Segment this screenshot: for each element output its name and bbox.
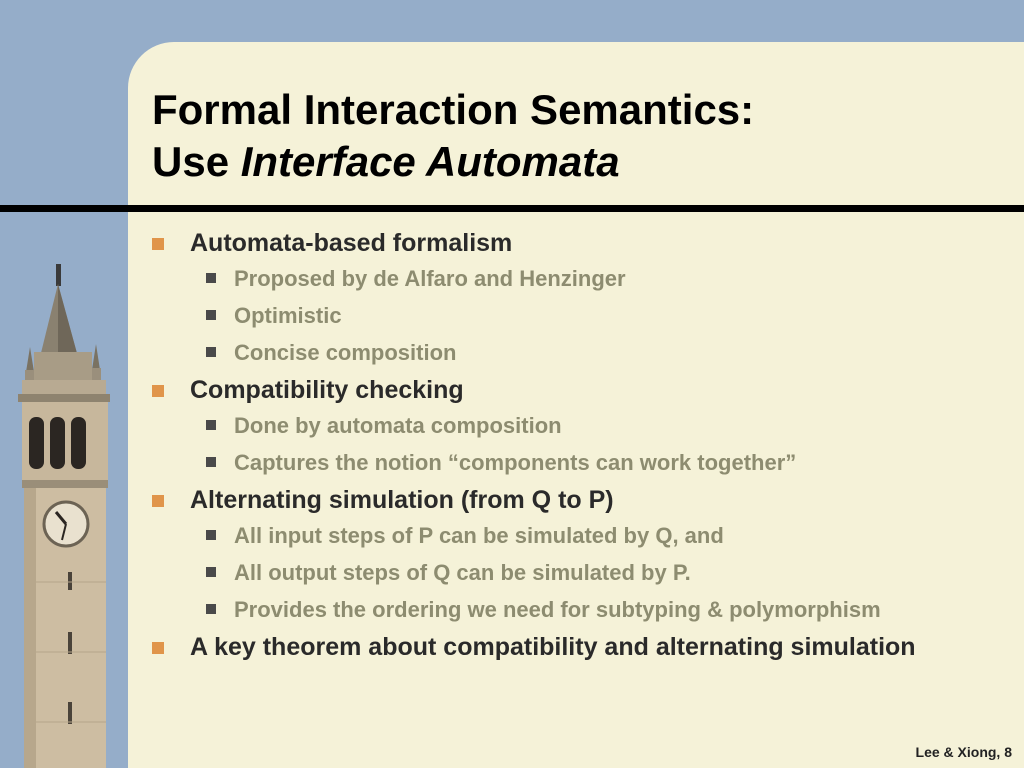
sub-bullet-3-3: Provides the ordering we need for subtyping & polymorphism — [152, 591, 1012, 628]
sub-bullet-1-2: Optimistic — [152, 297, 1012, 334]
title-line-2 — [152, 136, 754, 188]
sub-bullet-1-1: Proposed by de Alfaro and Henzinger — [152, 260, 1012, 297]
bullet-2: Compatibility checking — [152, 373, 1012, 407]
title-line-2-italic: Interface Automata — [240, 138, 620, 185]
sub-bullet-square-icon — [206, 347, 216, 357]
sub-bullet-square-icon — [206, 457, 216, 467]
bullet-square-icon — [152, 642, 164, 654]
sub-bullet-2-2: Captures the notion “components can work together” — [152, 444, 1012, 481]
sub-bullet-3-2: All output steps of Q can be simulated by P. — [152, 554, 1012, 591]
bullet-3: Alternating simulation (from Q to P) — [152, 483, 1012, 517]
sub-bullet-square-icon — [206, 273, 216, 283]
sub-bullet-square-icon — [206, 530, 216, 540]
title-line-1: Formal Interaction Semantics: — [152, 86, 755, 133]
sub-bullet-square-icon — [206, 310, 216, 320]
slide-footer: Lee & Xiong, 8 — [915, 744, 1012, 760]
campanile-tower-image — [0, 252, 128, 768]
bullet-list — [152, 226, 1012, 664]
bullet-1: Automata-based formalism — [152, 226, 1012, 260]
title-divider — [0, 205, 1024, 212]
sub-bullet-3-1: All input steps of P can be simulated by Q, and — [152, 517, 1012, 554]
bullet-square-icon — [152, 385, 164, 397]
bullet-square-icon — [152, 238, 164, 250]
bullet-square-icon — [152, 495, 164, 507]
title-line-2-prefix: Use — [152, 138, 241, 185]
sub-bullet-square-icon — [206, 420, 216, 430]
sub-bullet-2-1: Done by automata composition — [152, 407, 1012, 444]
bullet-4: A key theorem about compatibility and alternating simulation — [152, 630, 1012, 664]
sub-bullet-square-icon — [206, 604, 216, 614]
sub-bullet-square-icon — [206, 567, 216, 577]
sub-bullet-1-3: Concise composition — [152, 334, 1012, 371]
slide-title — [152, 84, 754, 188]
